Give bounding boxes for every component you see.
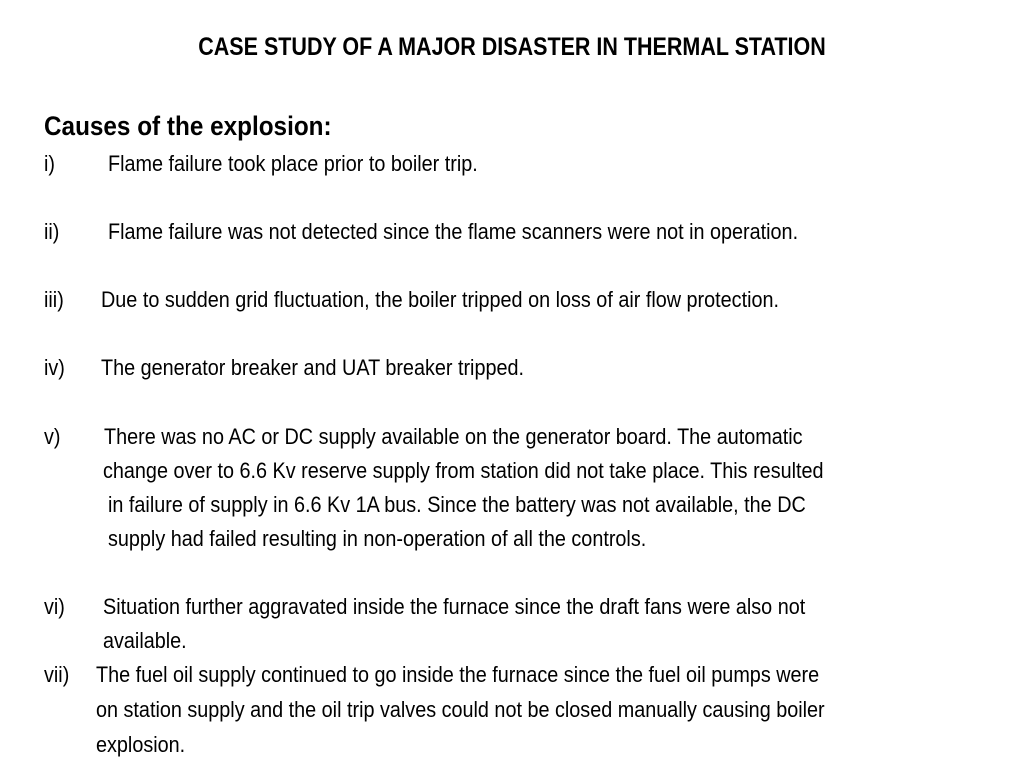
item-line: Due to sudden grid fluctuation, the boiler tripped on loss of air flow protection. xyxy=(101,287,779,312)
section-heading: Causes of the explosion: xyxy=(44,111,332,141)
item-number: i) xyxy=(44,151,55,176)
item-line: change over to 6.6 Kv reserve supply from station did not take place. This resulted xyxy=(103,458,824,483)
item-line: in failure of supply in 6.6 Kv 1A bus. Since the battery was not available, the DC xyxy=(108,492,806,517)
item-line: on station supply and the oil trip valves could not be closed manually causing boiler xyxy=(96,697,825,722)
item-line: Flame failure was not detected since the flame scanners were not in operation. xyxy=(108,219,799,244)
item-number: vi) xyxy=(44,594,65,619)
item-line: The fuel oil supply continued to go inside the furnace since the fuel oil pumps were xyxy=(96,662,820,687)
item-number: iv) xyxy=(44,355,65,380)
item-number: vii) xyxy=(44,662,70,687)
item-line: The generator breaker and UAT breaker tripped. xyxy=(101,355,525,380)
item-line: available. xyxy=(103,628,187,653)
item-line: Flame failure took place prior to boiler trip. xyxy=(108,151,478,176)
slide-title: CASE STUDY OF A MAJOR DISASTER IN THERMAL STATION xyxy=(198,33,826,61)
item-line: explosion. xyxy=(96,732,186,757)
item-number: ii) xyxy=(44,219,60,244)
item-line: supply had failed resulting in non-operation of all the controls. xyxy=(108,526,647,551)
item-number: iii) xyxy=(44,287,64,312)
item-line: Situation further aggravated inside the furnace since the draft fans were also not xyxy=(103,594,806,619)
item-number: v) xyxy=(44,424,61,449)
item-line: There was no AC or DC supply available on the generator board. The automatic xyxy=(104,424,803,449)
